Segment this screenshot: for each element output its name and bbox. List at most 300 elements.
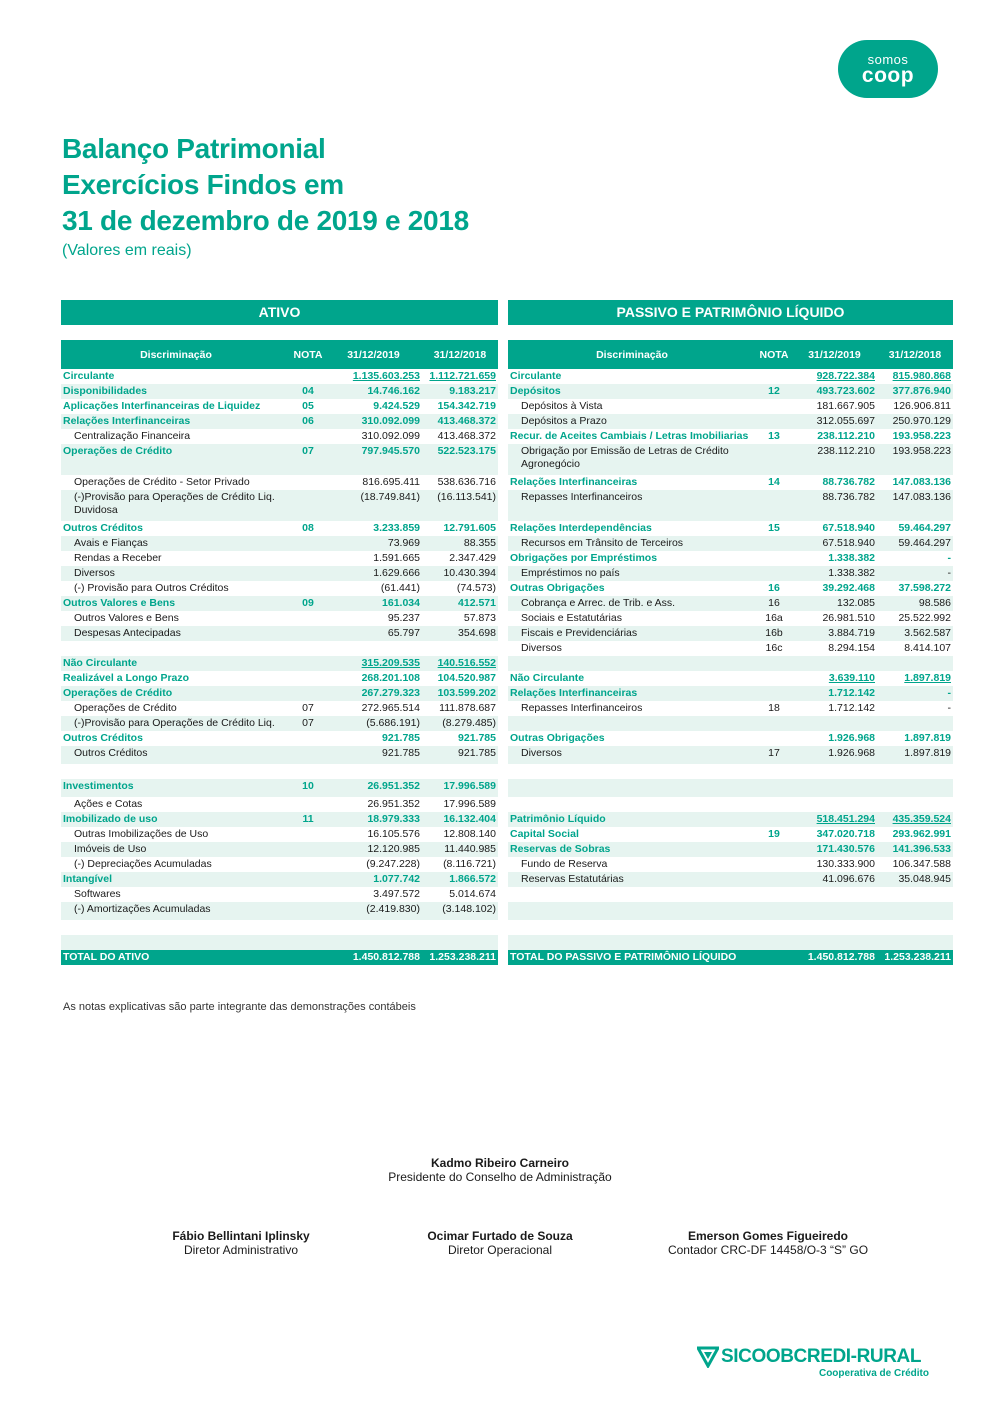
description-cell: Investimentos — [61, 779, 291, 797]
value-2019-cell: 272.965.514 — [361, 702, 420, 714]
note-cell — [291, 857, 325, 872]
note-cell — [756, 902, 792, 920]
value-2018-cell — [422, 935, 498, 950]
value-2018-cell: 1.253.238.211 — [422, 950, 498, 965]
note-cell — [291, 731, 325, 746]
table-row — [508, 551, 953, 566]
note-cell — [756, 950, 792, 965]
note-cell — [756, 797, 792, 812]
value-2019-cell: 73.969 — [325, 536, 422, 551]
table-row — [508, 444, 953, 475]
note-cell: 06 — [291, 414, 325, 429]
value-2018-cell: 3.562.587 — [877, 626, 953, 641]
value-2018-cell: 37.598.272 — [898, 582, 951, 594]
description-cell: Outros Créditos — [61, 746, 291, 764]
description-cell: Sociais e Estatutárias — [521, 612, 622, 624]
note-cell — [291, 935, 325, 950]
description-cell: TOTAL DO ATIVO — [61, 950, 291, 965]
table-row — [61, 716, 498, 731]
ativo-section-header: ATIVO — [61, 300, 498, 325]
table-row — [508, 536, 953, 551]
note-cell: 11 — [291, 812, 325, 827]
note-cell: 10 — [291, 779, 325, 797]
note-cell — [291, 827, 325, 842]
value-2019-cell: 26.951.352 — [325, 779, 422, 797]
value-2018-cell — [422, 641, 498, 656]
col-header-discriminacao: Discriminação — [61, 340, 291, 369]
value-2019-cell: 1.338.382 — [792, 566, 877, 581]
description-cell: TOTAL DO PASSIVO E PATRIMÔNIO LÍQUIDO — [508, 950, 756, 965]
description-cell: Outras Imobilizações de Uso — [74, 828, 209, 840]
col-header-2018: 31/12/2018 — [422, 340, 498, 369]
description-cell — [508, 920, 756, 935]
note-cell: 07 — [291, 716, 325, 731]
description-cell: Não Circulante — [61, 656, 291, 671]
value-2019-cell: 315.209.535 — [325, 656, 422, 671]
spacer-row — [508, 902, 953, 920]
value-2019-cell — [792, 779, 877, 797]
table-row — [508, 475, 953, 490]
value-2018-cell: (3.148.102) — [422, 902, 498, 920]
value-2018-cell: 9.183.217 — [422, 384, 498, 399]
description-cell: Fiscais e Previdenciárias — [508, 626, 756, 641]
note-cell — [291, 656, 325, 671]
value-2019-cell: 18.979.333 — [325, 812, 422, 827]
logo-line-1: somos — [867, 52, 909, 67]
description-cell: Despesas Antecipadas — [61, 626, 291, 641]
value-2018-cell: 98.586 — [877, 596, 953, 611]
value-2019-cell: 161.034 — [325, 596, 422, 611]
description-cell: Operações de Crédito — [61, 686, 291, 701]
value-2018-cell: 25.522.992 — [898, 612, 951, 624]
col-header-2019: 31/12/2019 — [792, 340, 877, 369]
value-2019-cell — [325, 935, 422, 950]
note-cell — [756, 872, 792, 887]
value-2018-cell: 12.791.605 — [443, 522, 496, 534]
description-cell: Disponibilidades — [61, 384, 291, 399]
value-2018-cell: 57.873 — [463, 612, 496, 624]
value-2018-cell: (16.113.541) — [422, 490, 498, 521]
value-2019-cell: 921.785 — [325, 746, 422, 764]
value-2019-cell: 26.951.352 — [367, 798, 420, 810]
description-cell: Relações Interfinanceiras — [61, 414, 291, 429]
value-2019-cell: 1.450.812.788 — [792, 950, 877, 965]
value-2019-cell: 1.629.666 — [325, 566, 422, 581]
value-2018-cell — [877, 716, 953, 731]
value-2019-cell: 267.279.323 — [325, 686, 422, 701]
brand-name: SICOOBCREDI-RURAL — [721, 1346, 922, 1367]
table-row — [508, 701, 953, 716]
table-row — [61, 746, 498, 764]
value-2018-cell: 1.897.819 — [877, 746, 953, 764]
value-2019-cell: 921.785 — [382, 732, 420, 744]
value-2018-cell — [877, 920, 953, 935]
note-cell — [756, 779, 792, 797]
value-2019-cell: 12.120.985 — [325, 842, 422, 857]
note-cell — [756, 399, 792, 414]
value-2019-cell: 1.712.142 — [828, 702, 875, 714]
signature-admin-director — [91, 1229, 391, 1257]
note-cell: 18 — [768, 702, 780, 714]
value-2019-cell — [792, 797, 877, 812]
note-cell — [291, 902, 325, 920]
value-2018-cell: 1.866.572 — [422, 872, 498, 887]
note-cell — [756, 731, 792, 746]
spacer-row — [61, 935, 498, 950]
table-row — [61, 671, 498, 686]
value-2018-cell — [877, 887, 953, 902]
description-cell: Repasses Interfinanceiros — [508, 490, 756, 521]
value-2019-cell: 181.667.905 — [816, 400, 875, 412]
spacer-row — [61, 764, 498, 779]
table-row — [61, 536, 498, 551]
value-2019-cell: 928.722.384 — [816, 370, 875, 382]
table-row — [61, 521, 498, 536]
note-cell — [291, 797, 325, 812]
value-2018-cell: 103.599.202 — [422, 686, 498, 701]
table-row — [61, 731, 498, 746]
value-2019-cell — [792, 902, 877, 920]
note-cell — [291, 746, 325, 764]
spacer-row — [508, 779, 953, 797]
table-row — [508, 746, 953, 764]
value-2018-cell: (8.116.721) — [443, 858, 496, 870]
ativo-panel — [61, 300, 498, 963]
description-cell: Obrigações por Empréstimos — [510, 552, 658, 564]
description-cell: Capital Social — [510, 828, 579, 840]
value-2018-cell: 147.083.136 — [892, 476, 951, 488]
table-row — [61, 490, 498, 521]
value-2019-cell: (2.419.830) — [325, 902, 422, 920]
value-2018-cell: 522.523.175 — [422, 444, 498, 475]
value-2019-cell: 238.112.210 — [817, 430, 875, 442]
table-row — [508, 641, 953, 656]
value-2018-cell: 35.048.945 — [877, 872, 953, 887]
value-2018-cell: 104.520.987 — [437, 672, 496, 684]
value-2018-cell: 111.878.687 — [439, 702, 496, 714]
note-cell — [756, 764, 792, 779]
table-row — [61, 842, 498, 857]
signer-role: Contador CRC-DF 14458/O-3 “S” GO — [667, 1243, 869, 1257]
table-row — [508, 429, 953, 444]
note-cell — [756, 920, 792, 935]
value-2018-cell: 10.430.394 — [422, 566, 498, 581]
note-cell — [756, 842, 792, 857]
table-row — [61, 566, 498, 581]
description-cell: Relações Interfinanceiras — [508, 686, 756, 701]
document-title — [62, 131, 469, 239]
description-cell — [61, 764, 291, 779]
description-cell: Softwares — [74, 888, 121, 900]
footnote: As notas explicativas são parte integrante das demonstrações contábeis — [63, 1001, 416, 1013]
description-cell: Não Circulante — [510, 672, 585, 684]
value-2018-cell: - — [947, 552, 951, 564]
value-2019-cell — [792, 656, 877, 671]
value-2018-cell: 193.958.223 — [877, 444, 953, 475]
note-cell — [291, 641, 325, 656]
value-2018-cell — [422, 920, 498, 935]
note-cell — [756, 935, 792, 950]
value-2018-cell: - — [877, 566, 953, 581]
value-2019-cell: (18.749.841) — [325, 490, 422, 521]
table-row — [61, 611, 498, 626]
value-2018-cell: 59.464.297 — [877, 536, 953, 551]
table-row — [61, 656, 498, 671]
table-row — [508, 857, 953, 872]
description-cell: Patrimônio Líquido — [508, 812, 756, 827]
description-cell: (-) Provisão para Outros Créditos — [74, 582, 229, 594]
value-2019-cell: 1.338.382 — [828, 552, 875, 564]
value-2018-cell: 538.636.716 — [437, 476, 496, 488]
note-cell — [756, 566, 792, 581]
value-2018-cell: 412.571 — [422, 596, 498, 611]
description-cell: Diversos — [521, 642, 562, 654]
table-row — [61, 551, 498, 566]
description-cell: Depósitos a Prazo — [508, 414, 756, 429]
value-2019-cell: 132.085 — [792, 596, 877, 611]
description-cell — [508, 716, 756, 731]
table-row — [508, 399, 953, 414]
table-row — [508, 812, 953, 827]
value-2018-cell — [877, 779, 953, 797]
description-cell: Recur. de Aceites Cambiais / Letras Imobiliarias — [510, 430, 749, 442]
note-cell — [756, 671, 792, 686]
description-cell: Recursos em Trânsito de Terceiros — [508, 536, 756, 551]
description-cell — [508, 935, 756, 950]
description-cell — [508, 797, 756, 812]
table-row — [61, 887, 498, 902]
passivo-total-row — [508, 950, 953, 965]
note-cell: 16 — [756, 596, 792, 611]
spacer-row — [508, 920, 953, 935]
col-header-nota: NOTA — [756, 340, 792, 369]
value-2018-cell: (74.573) — [456, 582, 496, 594]
note-cell — [756, 551, 792, 566]
table-row — [61, 475, 498, 490]
description-cell: Rendas a Receber — [74, 552, 162, 564]
signer-name: Kadmo Ribeiro Carneiro — [430, 1156, 570, 1170]
description-cell: Operações de Crédito — [74, 702, 177, 714]
note-cell: 16b — [756, 626, 792, 641]
signature-accountant — [618, 1229, 918, 1257]
spacer-row — [61, 920, 498, 935]
table-row — [61, 429, 498, 444]
description-cell: Reservas Estatutárias — [508, 872, 756, 887]
value-2018-cell: 126.906.811 — [893, 400, 951, 412]
spacer-row — [508, 764, 953, 779]
value-2019-cell: 3.639.110 — [828, 672, 875, 684]
table-row — [61, 414, 498, 429]
value-2018-cell — [877, 764, 953, 779]
value-2018-cell: 141.396.533 — [877, 842, 953, 857]
table-row — [508, 626, 953, 641]
note-cell: 12 — [756, 384, 792, 399]
signer-role: Presidente do Conselho de Administração — [388, 1170, 612, 1184]
table-row — [61, 827, 498, 842]
note-cell: 09 — [291, 596, 325, 611]
note-cell — [291, 887, 325, 902]
value-2018-cell: 12.808.140 — [443, 828, 496, 840]
description-cell — [508, 887, 756, 902]
note-cell: 17 — [756, 746, 792, 764]
value-2018-cell: 59.464.297 — [898, 522, 951, 534]
description-cell: Cobrança e Arrec. de Trib. e Ass. — [508, 596, 756, 611]
description-cell — [61, 920, 291, 935]
note-cell — [756, 857, 792, 872]
signer-role: Diretor Administrativo — [183, 1243, 299, 1257]
note-cell: 07 — [302, 702, 314, 714]
value-2018-cell: 2.347.429 — [449, 552, 496, 564]
value-2018-cell: 17.996.589 — [443, 798, 496, 810]
col-header-nota: NOTA — [291, 340, 325, 369]
table-row — [61, 686, 498, 701]
value-2018-cell: 193.958.223 — [892, 430, 951, 442]
spacer-row — [61, 641, 498, 656]
table-row — [61, 626, 498, 641]
value-2019-cell: (61.441) — [380, 582, 420, 594]
value-2018-cell: 147.083.136 — [877, 490, 953, 521]
note-cell: 14 — [768, 476, 780, 488]
table-row — [61, 812, 498, 827]
value-2019-cell: 8.294.154 — [828, 642, 875, 654]
value-2019-cell — [325, 920, 422, 935]
note-cell — [756, 414, 792, 429]
table-row — [61, 581, 498, 596]
value-2018-cell — [877, 797, 953, 812]
description-cell: Centralização Financeira — [74, 430, 191, 442]
value-2019-cell: 1.135.603.253 — [352, 370, 420, 382]
col-header-2019: 31/12/2019 — [325, 340, 422, 369]
value-2019-cell: 171.430.576 — [792, 842, 877, 857]
note-cell — [291, 686, 325, 701]
note-cell — [756, 887, 792, 902]
description-cell: Aplicações Interfinanceiras de Liquidez — [63, 400, 261, 412]
somos-coop-logo — [838, 40, 938, 98]
value-2019-cell: 493.723.602 — [792, 384, 877, 399]
value-2019-cell: 16.105.576 — [367, 828, 420, 840]
description-cell: Intangível — [61, 872, 291, 887]
value-2018-cell: 17.996.589 — [422, 779, 498, 797]
description-cell: Outras Obrigações — [510, 582, 605, 594]
table-row — [508, 731, 953, 746]
table-row — [508, 521, 953, 536]
value-2019-cell: 1.591.665 — [373, 552, 420, 564]
note-cell — [756, 536, 792, 551]
value-2019-cell: 238.112.210 — [792, 444, 877, 475]
passivo-table — [508, 340, 953, 965]
note-cell — [291, 369, 325, 384]
document-subtitle: (Valores em reais) — [62, 242, 192, 259]
table-row — [508, 842, 953, 857]
value-2019-cell: 67.518.940 — [792, 536, 877, 551]
value-2018-cell: 140.516.552 — [422, 656, 498, 671]
table-row — [508, 611, 953, 626]
note-cell — [756, 369, 792, 384]
ativo-table — [61, 340, 498, 965]
note-cell — [291, 842, 325, 857]
value-2018-cell — [422, 764, 498, 779]
title-line-2: Exercícios Findos em — [62, 169, 344, 200]
description-cell — [508, 764, 756, 779]
passivo-section-header: PASSIVO E PATRIMÔNIO LÍQUIDO — [508, 300, 953, 325]
description-cell — [61, 641, 291, 656]
value-2018-cell: 921.785 — [422, 746, 498, 764]
value-2019-cell: 797.945.570 — [325, 444, 422, 475]
spacer-row — [508, 797, 953, 812]
signer-role: Diretor Operacional — [447, 1243, 553, 1257]
value-2019-cell: 3.497.572 — [373, 888, 420, 900]
description-cell: Outros Créditos — [63, 522, 143, 534]
table-row — [61, 902, 498, 920]
value-2019-cell: 310.092.099 — [325, 414, 422, 429]
note-cell — [291, 920, 325, 935]
value-2019-cell: 1.712.142 — [792, 686, 877, 701]
value-2018-cell: 16.132.404 — [422, 812, 498, 827]
value-2018-cell: 11.440.985 — [422, 842, 498, 857]
description-cell: Reservas de Sobras — [508, 842, 756, 857]
value-2018-cell: 293.962.991 — [892, 828, 951, 840]
value-2018-cell: 88.355 — [422, 536, 498, 551]
value-2019-cell: 1.450.812.788 — [325, 950, 422, 965]
table-row — [61, 857, 498, 872]
note-cell — [291, 581, 325, 596]
table-row — [61, 872, 498, 887]
note-cell: 05 — [302, 400, 314, 412]
value-2019-cell: 268.201.108 — [361, 672, 420, 684]
table-row — [508, 581, 953, 596]
note-cell — [291, 429, 325, 444]
description-cell: Imobilizado de uso — [61, 812, 291, 827]
note-cell — [291, 551, 325, 566]
value-2019-cell — [792, 935, 877, 950]
table-row — [61, 596, 498, 611]
description-cell: Outros Valores e Bens — [74, 612, 179, 624]
note-cell — [291, 626, 325, 641]
note-cell: 08 — [302, 522, 314, 534]
table-row — [61, 797, 498, 812]
value-2019-cell: 95.237 — [387, 612, 420, 624]
note-cell — [291, 566, 325, 581]
description-cell: Outros Créditos — [63, 732, 143, 744]
value-2018-cell: 354.698 — [422, 626, 498, 641]
value-2019-cell: 88.736.782 — [792, 490, 877, 521]
table-row — [61, 444, 498, 475]
value-2018-cell: 435.359.524 — [877, 812, 953, 827]
value-2019-cell — [792, 887, 877, 902]
spacer-row — [508, 656, 953, 671]
description-cell — [508, 779, 756, 797]
table-row — [61, 701, 498, 716]
description-cell: Circulante — [63, 370, 115, 382]
table-row — [508, 827, 953, 842]
description-cell: Realizável a Longo Prazo — [63, 672, 190, 684]
ativo-body — [61, 369, 498, 965]
description-cell: Operações de Crédito - Setor Privado — [74, 476, 250, 488]
description-cell: Outros Valores e Bens — [61, 596, 291, 611]
note-cell — [291, 611, 325, 626]
table-row — [508, 384, 953, 399]
table-row — [61, 399, 498, 414]
value-2018-cell — [877, 656, 953, 671]
value-2019-cell: 3.884.719 — [792, 626, 877, 641]
value-2019-cell — [325, 641, 422, 656]
table-row — [508, 414, 953, 429]
value-2018-cell: - — [877, 686, 953, 701]
title-line-3: 31 de dezembro de 2019 e 2018 — [62, 205, 469, 236]
value-2018-cell: 5.014.674 — [449, 888, 496, 900]
table-row — [61, 779, 498, 797]
value-2018-cell — [877, 902, 953, 920]
